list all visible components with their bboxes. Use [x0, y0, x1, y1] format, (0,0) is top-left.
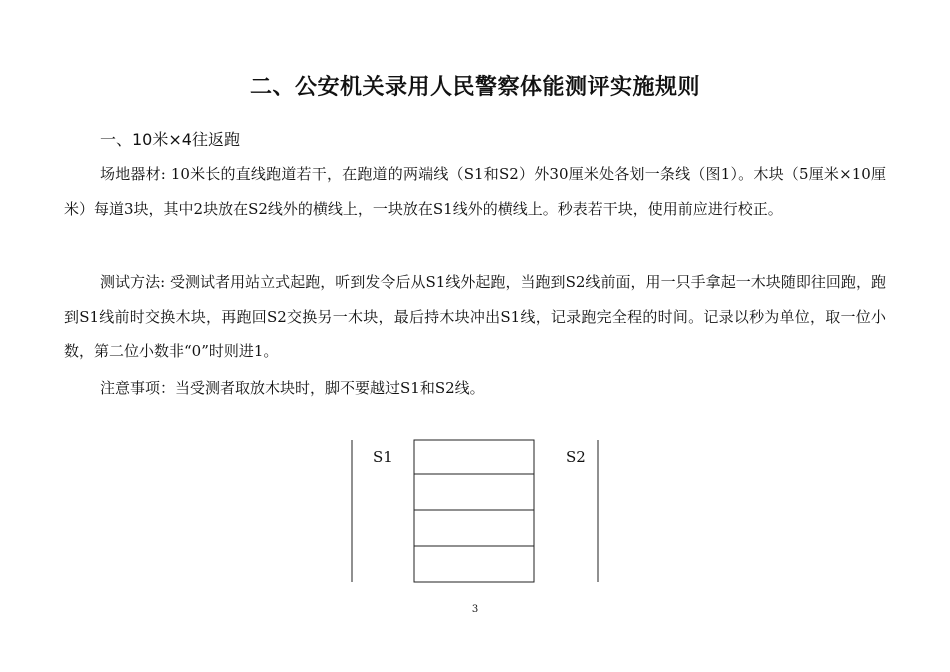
page-number: 3 [471, 604, 479, 615]
page-title: 二、公安机关录用人民警察体能测评实施规则 [249, 75, 700, 100]
paragraph-field-equipment [64, 157, 886, 226]
s1-label: S1 [373, 448, 393, 466]
paragraph-notes [64, 371, 886, 406]
s2-label: S2 [566, 448, 586, 466]
paragraph-text: 注意事项：当受测者取放木块时，脚不要越过S1和S2线。 [100, 379, 485, 397]
paragraph-test-method [64, 265, 886, 369]
lane-box [414, 440, 534, 582]
paragraph-text: 测试方法: 受测试者用站立式起跑，听到发令后从S1线外起跑，当跑到S2线前面，用一只手拿起一木块随即往回跑，跑到S1线前时交换木块，再跑回S2交换另一木块，最后持木块冲出S1线，记录跑完全程的时间。记录以秒为单位，取一位小数，第二位小数非“0”时则进1。 [64, 273, 886, 360]
section-heading: 一、10米×4往返跑 [100, 130, 240, 149]
paragraph-text: 场地器材: 10米长的直线跑道若干，在跑道的两端线（S1和S2）外30厘米处各划一条线（图1）。木块（5厘米×10厘米）每道3块，其中2块放在S2线外的横线上，一块放在S1线外的横线上。秒表若干块，使用前应进行校正。 [64, 165, 886, 218]
shuttle-run-diagram [340, 436, 610, 586]
